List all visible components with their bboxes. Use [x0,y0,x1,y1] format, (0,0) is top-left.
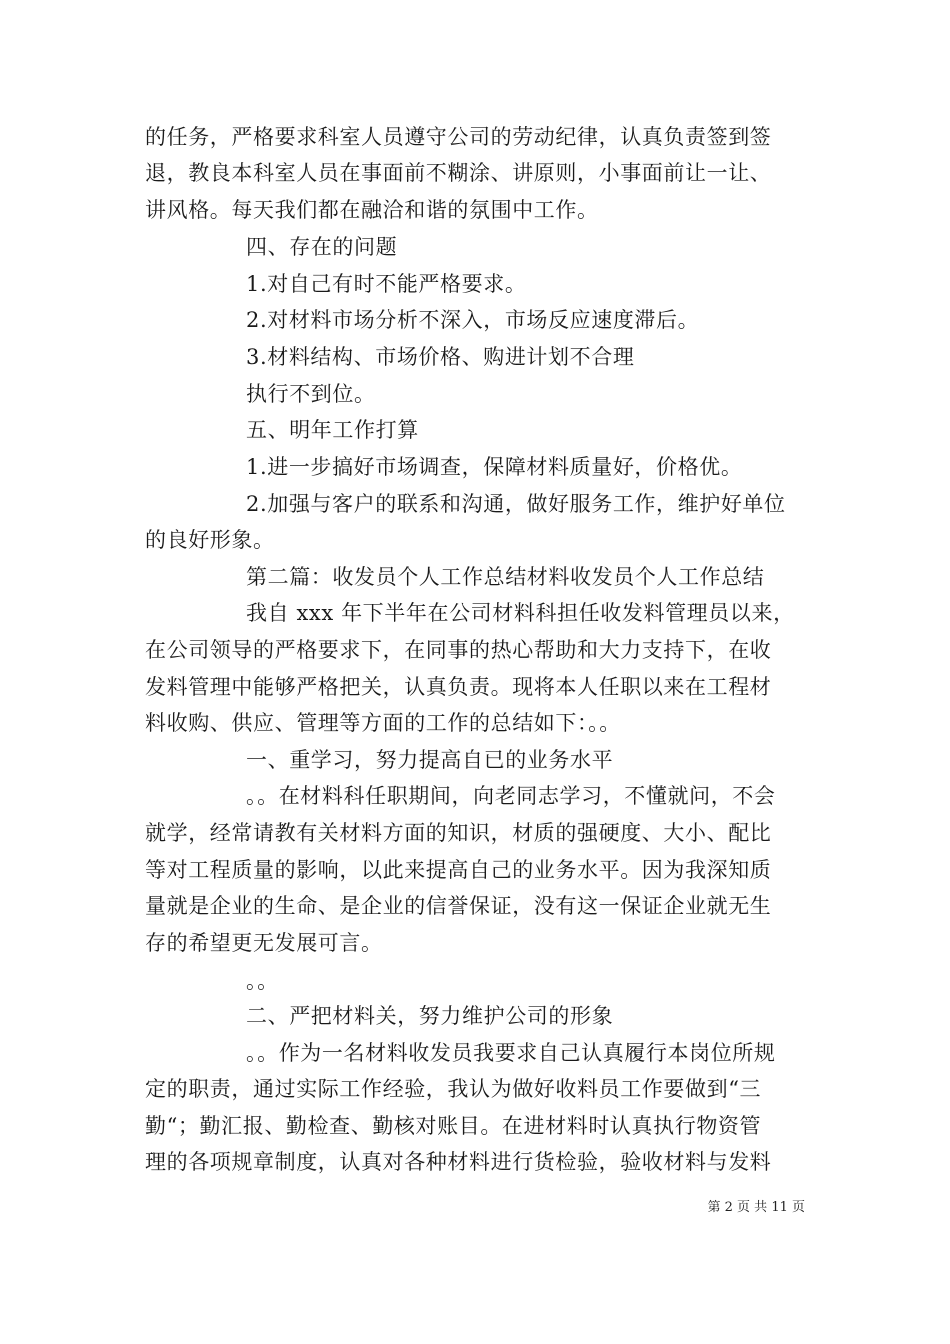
body-text-line: 料收购、供应、管理等方面的工作的总结如下：。。 [145,711,621,735]
article-title: 第二篇：收发员个人工作总结材料收发员个人工作总结 [246,565,765,589]
body-text-line: 存的希望更无发展可言。 [145,931,383,955]
body-text-line: 的任务，严格要求科室人员遵守公司的劳动纪律，认真负责签到签 [145,125,772,149]
body-text-line: 就学，经常请教有关材料方面的知识，材质的强硬度、大小、配比 [145,821,772,845]
body-text-line: 理的各项规章制度，认真对各种材料进行货检验，验收材料与发料 [145,1150,772,1174]
section-heading: 二、严把材料关，努力维护公司的形象 [246,1004,614,1028]
body-text-line: 讲风格。每天我们都在融洽和谐的氛围中工作。 [145,198,599,222]
body-text-line: 。。在材料科任职期间，向老同志学习，不懂就问，不会 [246,784,776,808]
body-text-line: 在公司领导的严格要求下，在同事的热心帮助和大力支持下，在收 [145,638,772,662]
body-text-line: 的良好形象。 [145,528,275,552]
body-text-line: 发料管理中能够严格把关，认真负责。现将本人任职以来在工程材 [145,675,772,699]
body-text-line: 我自 xxx 年下半年在公司材料科担任收发料管理员以来， [246,601,795,625]
body-text-line: 。。作为一名材料收发员我要求自己认真履行本岗位所规 [246,1041,776,1065]
body-text-line: 勤“；勤汇报、勤检查、勤核对账目。在进材料时认真执行物资管 [145,1114,762,1138]
body-text-line: 定的职责，通过实际工作经验，我认为做好收料员工作要做到“三 [145,1077,762,1101]
list-item: 2.对材料市场分析不深入，市场反应速度滞后。 [246,308,700,332]
section-heading: 五、明年工作打算 [246,418,419,442]
body-text-line: 执行不到位。 [246,382,376,406]
section-heading: 一、重学习，努力提高自已的业务水平 [246,748,614,772]
section-heading: 四、存在的问题 [246,235,398,259]
list-item: 1.对自己有时不能严格要求。 [246,272,527,296]
body-text-line: 等对工程质量的影响，以此来提高自己的业务水平。因为我深知质 [145,858,772,882]
list-item: 3.材料结构、市场价格、购进计划不合理 [246,345,635,369]
body-text-line: 退，教良本科室人员在事面前不糊涂、讲原则，小事面前让一让、 [145,161,772,185]
page-number-footer: 第 2 页 共 11 页 [707,1200,805,1215]
list-item: 2.加强与客户的联系和沟通，做好服务工作，维护好单位 [246,492,786,516]
body-text-line: 量就是企业的生命、是企业的信誉保证，没有这一保证企业就无生 [145,894,772,918]
body-text-line: 。。 [246,969,279,993]
list-item: 1.进一步搞好市场调查，保障材料质量好，价格优。 [246,455,743,479]
